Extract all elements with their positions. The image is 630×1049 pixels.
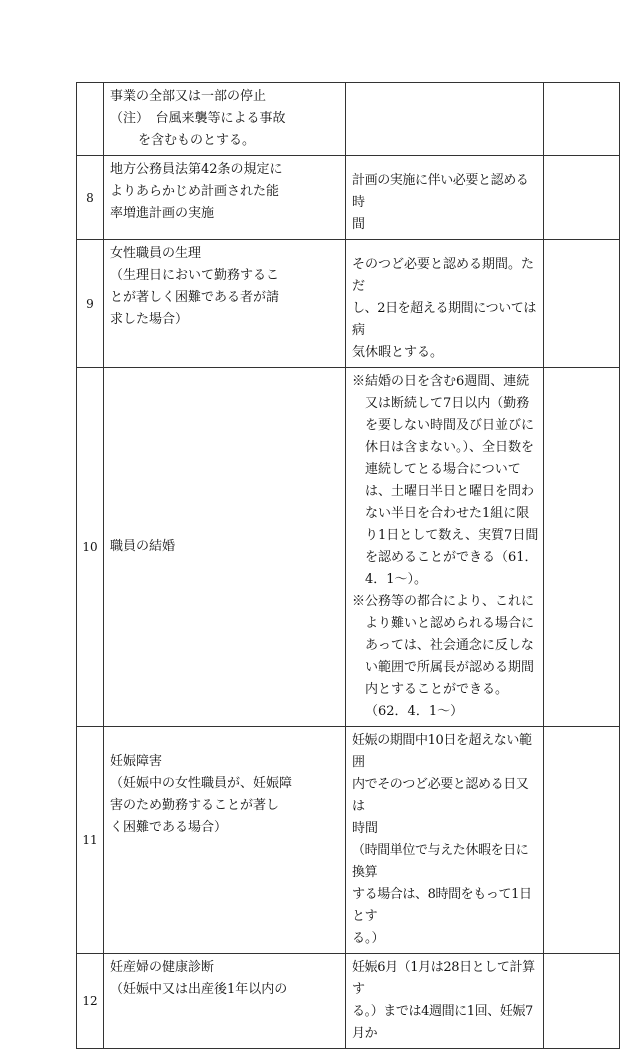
- row-number: 8: [77, 156, 104, 240]
- leave-reason: [104, 83, 346, 156]
- reason-line: 職員の結婚: [110, 539, 176, 554]
- reason-line: 害のため勤務することが著し: [110, 798, 280, 813]
- leave-period: [346, 368, 544, 727]
- reason-line: 女性職員の生理: [110, 246, 202, 261]
- leave-table: [76, 82, 620, 1049]
- remarks-cell: [544, 727, 620, 954]
- reason-line: 事業の全部又は一部の停止: [110, 89, 267, 104]
- remarks-cell: [544, 368, 620, 727]
- row-number: 12: [77, 954, 104, 1049]
- remarks-cell: [544, 240, 620, 368]
- period-line: し、2日を超える期間については病: [352, 301, 537, 338]
- row-number: 10: [77, 368, 104, 727]
- period-line: 内でそのつど必要と認める日又は: [352, 777, 529, 814]
- reason-line: よりあらかじめ計画された能: [110, 184, 280, 199]
- table-row: [77, 156, 620, 240]
- row-number: 9: [77, 240, 104, 368]
- reason-line: （生理日において勤務するこ: [110, 268, 280, 283]
- period-line: 時間: [352, 821, 379, 836]
- reason-line: とが著しく困難である者が請: [110, 290, 280, 305]
- reason-line: を含むものとする。: [138, 133, 256, 148]
- reason-line: 率増進計画の実施: [110, 206, 215, 221]
- table-row: [77, 368, 620, 727]
- period-line: （時間単位で与えた休暇を日に換算: [352, 843, 529, 880]
- leave-period: [346, 156, 544, 240]
- period-line: そのつど必要と認める期間。ただ: [352, 257, 535, 294]
- table-row: [77, 240, 620, 368]
- period-line: 妊娠の期間中10日を超えない範囲: [352, 733, 532, 770]
- period-line: 気休暇とする。: [352, 345, 444, 360]
- table-row: [77, 727, 620, 954]
- remarks-cell: [544, 954, 620, 1049]
- reason-line: 求した場合）: [110, 312, 189, 327]
- table-row: [77, 954, 620, 1049]
- period-line: る。）までは4週間に1回、妊娠7月か: [352, 1004, 533, 1041]
- period-line: する場合は、8時間をもって1日とす: [352, 887, 532, 924]
- leave-period: [346, 240, 544, 368]
- leave-period: [346, 83, 544, 156]
- period-line: 間: [352, 217, 366, 232]
- reason-line: （注） 台風来襲等による事故: [110, 111, 286, 126]
- reason-line: （妊娠中又は出産後1年以内の: [110, 982, 288, 997]
- row-number: [77, 83, 104, 156]
- row-number: 11: [77, 727, 104, 954]
- reason-line: く困難である場合）: [110, 820, 228, 835]
- reason-line: （妊娠中の女性職員が、妊娠障: [110, 776, 293, 791]
- reason-line: 妊娠障害: [110, 754, 163, 769]
- leave-period: [346, 954, 544, 1049]
- period-line: 妊娠6月（1月は28日として計算す: [352, 960, 535, 997]
- leave-period: [346, 727, 544, 954]
- period-note-exception: ※公務等の都合により、これにより難いと認められる場合にあっては、社会通念に反しない範囲で所属長が認める期間内とすることができる。（62．4．1～）: [352, 594, 535, 719]
- leave-reason: [104, 954, 346, 1049]
- leave-reason: [104, 156, 346, 240]
- reason-line: 妊産婦の健康診断: [110, 960, 215, 975]
- period-note-marriage: ※結婚の日を含む6週間、連続又は断続して7日以内（勤務を要しない時間及び日並びに休日は含まない。）、全日数を連続してとる場合については、土曜日半日と曜日を問わない半日を合わせた1組に限り1日として数え、実質7日間を認めることができる（61．4．1～）。: [352, 374, 539, 587]
- reason-line: 地方公務員法第42条の規定に: [110, 162, 283, 177]
- period-line: 計画の実施に伴い必要と認める時: [352, 173, 529, 210]
- remarks-cell: [544, 83, 620, 156]
- leave-reason: [104, 727, 346, 954]
- table-row: [77, 83, 620, 156]
- leave-reason: [104, 368, 346, 727]
- leave-reason: [104, 240, 346, 368]
- remarks-cell: [544, 156, 620, 240]
- period-line: る。）: [352, 931, 385, 946]
